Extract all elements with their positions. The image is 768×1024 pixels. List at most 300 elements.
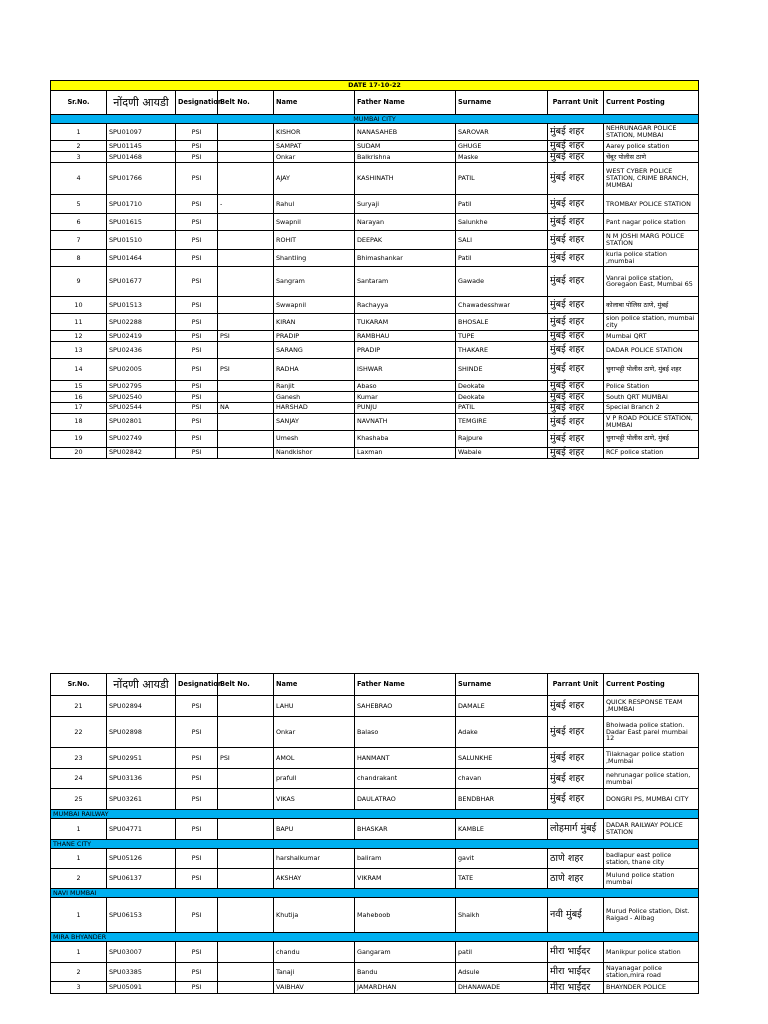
designation-cell: PSI	[176, 330, 218, 341]
table-row	[51, 341, 699, 358]
table-row	[51, 789, 699, 810]
current-posting-cell: TROMBAY POLICE STATION	[604, 194, 699, 213]
father-name-cell: chandrakant	[355, 769, 456, 789]
name-cell: Umesh	[274, 430, 355, 447]
parent-unit-cell: लोहमार्ग मुंबई	[548, 819, 604, 840]
parent-unit-cell: ठाणे शहर	[548, 869, 604, 889]
current-posting-cell: WEST CYBER POLICE STATION, CRIME BRANCH, MUMBAI	[604, 162, 699, 194]
table-row	[51, 296, 699, 313]
table-row	[51, 141, 699, 152]
serial-cell: 1	[51, 898, 107, 933]
section-row-mira-bhyander	[51, 933, 699, 942]
header-surname: Surname	[456, 91, 548, 115]
surname-cell: Patil	[456, 194, 548, 213]
table-row	[51, 162, 699, 194]
belt-no-cell	[218, 982, 274, 994]
registration-id-cell: SPU03385	[107, 963, 176, 982]
surname-cell: Chawadesshwar	[456, 296, 548, 313]
registration-id-cell: SPU02419	[107, 330, 176, 341]
belt-no-cell	[218, 942, 274, 963]
name-cell: Ranjit	[274, 380, 355, 391]
name-cell: SARANG	[274, 341, 355, 358]
belt-no-cell	[218, 266, 274, 296]
table-row	[51, 717, 699, 748]
table-row	[51, 942, 699, 963]
surname-cell: SAROVAR	[456, 124, 548, 141]
surname-cell: Rajpure	[456, 430, 548, 447]
father-name-cell: baliram	[355, 849, 456, 869]
father-name-cell: Laxman	[355, 447, 456, 458]
serial-cell: 16	[51, 391, 107, 402]
table-row	[51, 982, 699, 994]
serial-cell: 5	[51, 194, 107, 213]
designation-cell: PSI	[176, 447, 218, 458]
designation-cell: PSI	[176, 789, 218, 810]
surname-cell: Patil	[456, 249, 548, 266]
registration-id-cell: SPU03007	[107, 942, 176, 963]
surname-cell: KAMBLE	[456, 819, 548, 840]
surname-cell: Shaikh	[456, 898, 548, 933]
current-posting-cell: RCF police station	[604, 447, 699, 458]
registration-id-cell: SPU02288	[107, 313, 176, 330]
current-posting-cell: BHAYNDER POLICE	[604, 982, 699, 994]
father-name-cell: Narayan	[355, 213, 456, 230]
parent-unit-cell: मुंबई शहर	[548, 151, 604, 162]
belt-no-cell	[218, 162, 274, 194]
father-name-cell: Bhimashankar	[355, 249, 456, 266]
serial-cell: 20	[51, 447, 107, 458]
table-row	[51, 230, 699, 249]
header-parent-unit: Parrant Unit	[548, 91, 604, 115]
surname-cell: THAKARE	[456, 341, 548, 358]
designation-cell: PSI	[176, 748, 218, 769]
section-row-mumbai-railway	[51, 810, 699, 819]
registration-id-cell: SPU02795	[107, 380, 176, 391]
surname-cell: PATIL	[456, 162, 548, 194]
belt-no-cell	[218, 151, 274, 162]
surname-cell: gavit	[456, 849, 548, 869]
designation-cell: PSI	[176, 898, 218, 933]
header-sr-no: Sr.No.	[51, 674, 107, 696]
serial-cell: 1	[51, 849, 107, 869]
surname-cell: patil	[456, 942, 548, 963]
current-posting-cell: Mumbai QRT	[604, 330, 699, 341]
belt-no-cell	[218, 141, 274, 152]
registration-id-cell: SPU01145	[107, 141, 176, 152]
current-posting-cell: QUICK RESPONSE TEAM ,MUMBAI	[604, 696, 699, 717]
designation-cell: PSI	[176, 213, 218, 230]
current-posting-cell: badlapur east police station, thane city	[604, 849, 699, 869]
surname-cell: BHOSALE	[456, 313, 548, 330]
table-row	[51, 447, 699, 458]
registration-id-cell: SPU02005	[107, 358, 176, 380]
father-name-cell: TUKARAM	[355, 313, 456, 330]
surname-cell: TUPE	[456, 330, 548, 341]
parent-unit-cell: मीरा भाईंदर	[548, 963, 604, 982]
designation-cell: PSI	[176, 869, 218, 889]
belt-no-cell: PSI	[218, 330, 274, 341]
table-row	[51, 696, 699, 717]
name-cell: Sangram	[274, 266, 355, 296]
current-posting-cell: DONGRI PS, MUMBAI CITY	[604, 789, 699, 810]
belt-no-cell	[218, 413, 274, 430]
current-posting-cell: Murud Police station, Dist. Raigad - Alibag	[604, 898, 699, 933]
surname-cell: Deokate	[456, 391, 548, 402]
registration-id-cell: SPU03261	[107, 789, 176, 810]
table-row	[51, 313, 699, 330]
table-2-navi-body	[51, 898, 699, 933]
table-2-thane-body	[51, 849, 699, 889]
date-label: DATE 17-10-22	[51, 81, 699, 91]
designation-cell: PSI	[176, 151, 218, 162]
serial-cell: 2	[51, 869, 107, 889]
designation-cell: PSI	[176, 769, 218, 789]
current-posting-cell: Bhoiwada police station. Dadar East parel mumbai 12	[604, 717, 699, 748]
surname-cell: Maske	[456, 151, 548, 162]
parent-unit-cell: मुंबई शहर	[548, 447, 604, 458]
header-belt-no: Belt No.	[218, 674, 274, 696]
belt-no-cell	[218, 849, 274, 869]
registration-id-cell: SPU01766	[107, 162, 176, 194]
parent-unit-cell: मुंबई शहर	[548, 230, 604, 249]
serial-cell: 2	[51, 963, 107, 982]
name-cell: SAMPAT	[274, 141, 355, 152]
header-name: Name	[274, 91, 355, 115]
belt-no-cell	[218, 696, 274, 717]
parent-unit-cell: मुंबई शहर	[548, 391, 604, 402]
current-posting-cell: DADAR POLICE STATION	[604, 341, 699, 358]
table-row	[51, 898, 699, 933]
belt-no-cell: -	[218, 194, 274, 213]
surname-cell: SHINDE	[456, 358, 548, 380]
serial-cell: 22	[51, 717, 107, 748]
surname-cell: SALUNKHE	[456, 748, 548, 769]
father-name-cell: SAHEBRAO	[355, 696, 456, 717]
belt-no-cell	[218, 789, 274, 810]
parent-unit-cell: मुंबई शहर	[548, 748, 604, 769]
designation-cell: PSI	[176, 341, 218, 358]
father-name-cell: HANMANT	[355, 748, 456, 769]
registration-id-cell: SPU05126	[107, 849, 176, 869]
current-posting-cell: Police Station	[604, 380, 699, 391]
name-cell: Ganesh	[274, 391, 355, 402]
father-name-cell: BHASKAR	[355, 819, 456, 840]
header-row	[51, 91, 699, 115]
table-row	[51, 430, 699, 447]
header-designation: Designation	[176, 91, 218, 115]
registration-id-cell: SPU01615	[107, 213, 176, 230]
serial-cell: 13	[51, 341, 107, 358]
belt-no-cell: PSI	[218, 748, 274, 769]
officer-table-1	[50, 80, 699, 459]
serial-cell: 12	[51, 330, 107, 341]
designation-cell: PSI	[176, 942, 218, 963]
father-name-cell: DAULATRAO	[355, 789, 456, 810]
serial-cell: 1	[51, 942, 107, 963]
father-name-cell: Maheboob	[355, 898, 456, 933]
current-posting-cell: South QRT MUMBAI	[604, 391, 699, 402]
designation-cell: PSI	[176, 162, 218, 194]
table-2-mumbai-body	[51, 696, 699, 810]
designation-cell: PSI	[176, 391, 218, 402]
current-posting-cell: चुनाभट्टी पोलीस ठाणे, मुंबई शहर	[604, 358, 699, 380]
table-row	[51, 963, 699, 982]
name-cell: KIRAN	[274, 313, 355, 330]
current-posting-cell: Special Branch 2	[604, 402, 699, 413]
serial-cell: 17	[51, 402, 107, 413]
father-name-cell: KASHINATH	[355, 162, 456, 194]
belt-no-cell	[218, 124, 274, 141]
parent-unit-cell: मुंबई शहर	[548, 124, 604, 141]
parent-unit-cell: मुंबई शहर	[548, 194, 604, 213]
belt-no-cell	[218, 313, 274, 330]
name-cell: AKSHAY	[274, 869, 355, 889]
officer-table-2	[50, 673, 699, 994]
designation-cell: PSI	[176, 296, 218, 313]
belt-no-cell	[218, 898, 274, 933]
serial-cell: 18	[51, 413, 107, 430]
current-posting-cell: चेंबूर पोलीस ठाणे	[604, 151, 699, 162]
belt-no-cell: NA	[218, 402, 274, 413]
father-name-cell: Balaso	[355, 717, 456, 748]
registration-id-cell: SPU05091	[107, 982, 176, 994]
current-posting-cell: Tilaknagar police station ,Mumbai	[604, 748, 699, 769]
designation-cell: PSI	[176, 230, 218, 249]
table-row	[51, 213, 699, 230]
name-cell: Rahul	[274, 194, 355, 213]
table-row	[51, 249, 699, 266]
father-name-cell: NAVNATH	[355, 413, 456, 430]
belt-no-cell	[218, 819, 274, 840]
registration-id-cell: SPU06153	[107, 898, 176, 933]
date-row	[51, 81, 699, 91]
designation-cell: PSI	[176, 696, 218, 717]
parent-unit-cell: मुंबई शहर	[548, 213, 604, 230]
parent-unit-cell: मुंबई शहर	[548, 413, 604, 430]
father-name-cell: Suryaji	[355, 194, 456, 213]
parent-unit-cell: मुंबई शहर	[548, 141, 604, 152]
current-posting-cell: कोलाबा पोलिस ठाणे, मुंबई	[604, 296, 699, 313]
table-row	[51, 819, 699, 840]
surname-cell: TATE	[456, 869, 548, 889]
current-posting-cell: Pant nagar police station	[604, 213, 699, 230]
parent-unit-cell: मुंबई शहर	[548, 430, 604, 447]
name-cell: Shantling	[274, 249, 355, 266]
name-cell: ROHIT	[274, 230, 355, 249]
belt-no-cell	[218, 230, 274, 249]
header-father-name: Father Name	[355, 91, 456, 115]
parent-unit-cell: मुंबई शहर	[548, 341, 604, 358]
designation-cell: PSI	[176, 141, 218, 152]
serial-cell: 1	[51, 819, 107, 840]
current-posting-cell: Nayanagar police station,mira road	[604, 963, 699, 982]
father-name-cell: PUNJU	[355, 402, 456, 413]
registration-id-cell: SPU02436	[107, 341, 176, 358]
serial-cell: 11	[51, 313, 107, 330]
belt-no-cell	[218, 380, 274, 391]
header-surname: Surname	[456, 674, 548, 696]
surname-cell: Adsule	[456, 963, 548, 982]
registration-id-cell: SPU02749	[107, 430, 176, 447]
designation-cell: PSI	[176, 849, 218, 869]
surname-cell: Adake	[456, 717, 548, 748]
registration-id-cell: SPU02801	[107, 413, 176, 430]
name-cell: VAIBHAV	[274, 982, 355, 994]
father-name-cell: NANASAHEB	[355, 124, 456, 141]
serial-cell: 8	[51, 249, 107, 266]
name-cell: Swwapnil	[274, 296, 355, 313]
father-name-cell: Kumar	[355, 391, 456, 402]
table-row	[51, 151, 699, 162]
registration-id-cell: SPU01097	[107, 124, 176, 141]
name-cell: HARSHAD	[274, 402, 355, 413]
name-cell: Onkar	[274, 151, 355, 162]
header-belt-no: Belt No.	[218, 91, 274, 115]
registration-id-cell: SPU01710	[107, 194, 176, 213]
belt-no-cell	[218, 296, 274, 313]
father-name-cell: Santaram	[355, 266, 456, 296]
section-row-thane-city	[51, 840, 699, 849]
parent-unit-cell: मीरा भाईंदर	[548, 942, 604, 963]
serial-cell: 7	[51, 230, 107, 249]
registration-id-cell: SPU02544	[107, 402, 176, 413]
belt-no-cell	[218, 717, 274, 748]
registration-id-cell: SPU06137	[107, 869, 176, 889]
serial-cell: 14	[51, 358, 107, 380]
current-posting-cell: sion police station, mumbai city	[604, 313, 699, 330]
header-father-name: Father Name	[355, 674, 456, 696]
name-cell: PRADIP	[274, 330, 355, 341]
name-cell: AJAY	[274, 162, 355, 194]
parent-unit-cell: मीरा भाईंदर	[548, 982, 604, 994]
current-posting-cell: V P ROAD POLICE STATION, MUMBAI	[604, 413, 699, 430]
current-posting-cell: kurla police station ,mumbai	[604, 249, 699, 266]
header-sr-no: Sr.No.	[51, 91, 107, 115]
registration-id-cell: SPU04771	[107, 819, 176, 840]
table-row	[51, 194, 699, 213]
name-cell: Swapnil	[274, 213, 355, 230]
father-name-cell: Balkrishna	[355, 151, 456, 162]
serial-cell: 19	[51, 430, 107, 447]
serial-cell: 3	[51, 151, 107, 162]
name-cell: AMOL	[274, 748, 355, 769]
father-name-cell: DEEPAK	[355, 230, 456, 249]
table-row	[51, 849, 699, 869]
section-row-mumbai-city	[51, 115, 699, 124]
surname-cell: Salunkhe	[456, 213, 548, 230]
belt-no-cell	[218, 869, 274, 889]
registration-id-cell: SPU02894	[107, 696, 176, 717]
parent-unit-cell: मुंबई शहर	[548, 769, 604, 789]
serial-cell: 15	[51, 380, 107, 391]
designation-cell: PSI	[176, 313, 218, 330]
registration-id-cell: SPU01677	[107, 266, 176, 296]
belt-no-cell: PSI	[218, 358, 274, 380]
belt-no-cell	[218, 213, 274, 230]
registration-id-cell: SPU01510	[107, 230, 176, 249]
header-registration-id: नोंदणी आयडी	[107, 674, 176, 696]
current-posting-cell: Aarey police station	[604, 141, 699, 152]
table-row	[51, 402, 699, 413]
table-row	[51, 769, 699, 789]
surname-cell: BENDBHAR	[456, 789, 548, 810]
table-row	[51, 358, 699, 380]
surname-cell: Wabale	[456, 447, 548, 458]
serial-cell: 1	[51, 124, 107, 141]
surname-cell: PATIL	[456, 402, 548, 413]
registration-id-cell: SPU02540	[107, 391, 176, 402]
father-name-cell: RAMBHAU	[355, 330, 456, 341]
serial-cell: 2	[51, 141, 107, 152]
current-posting-cell: N M JOSHI MARG POLICE STATION	[604, 230, 699, 249]
name-cell: LAHU	[274, 696, 355, 717]
table-row	[51, 869, 699, 889]
parent-unit-cell: मुंबई शहर	[548, 330, 604, 341]
parent-unit-cell: मुंबई शहर	[548, 717, 604, 748]
designation-cell: PSI	[176, 402, 218, 413]
father-name-cell: ISHWAR	[355, 358, 456, 380]
belt-no-cell	[218, 430, 274, 447]
parent-unit-cell: मुंबई शहर	[548, 313, 604, 330]
designation-cell: PSI	[176, 358, 218, 380]
section-label: NAVI MUMBAI	[51, 889, 699, 898]
table-row	[51, 266, 699, 296]
name-cell: Tanaji	[274, 963, 355, 982]
father-name-cell: Khashaba	[355, 430, 456, 447]
surname-cell: GHUGE	[456, 141, 548, 152]
table-1-body	[51, 124, 699, 459]
parent-unit-cell: मुंबई शहर	[548, 162, 604, 194]
registration-id-cell: SPU01464	[107, 249, 176, 266]
header-designation: Designation	[176, 674, 218, 696]
parent-unit-cell: मुंबई शहर	[548, 249, 604, 266]
father-name-cell: Rachayya	[355, 296, 456, 313]
header-current-posting: Current Posting	[604, 91, 699, 115]
table-2-railway-body	[51, 819, 699, 840]
parent-unit-cell: मुंबई शहर	[548, 789, 604, 810]
father-name-cell: JAMARDHAN	[355, 982, 456, 994]
surname-cell: Deokate	[456, 380, 548, 391]
parent-unit-cell: मुंबई शहर	[548, 380, 604, 391]
current-posting-cell: DADAR RAILWAY POLICE STATION	[604, 819, 699, 840]
section-label: THANE CITY	[51, 840, 699, 849]
serial-cell: 21	[51, 696, 107, 717]
designation-cell: PSI	[176, 266, 218, 296]
current-posting-cell: NEHRUNAGAR POLICE STATION, MUMBAI	[604, 124, 699, 141]
designation-cell: PSI	[176, 124, 218, 141]
parent-unit-cell: नवी मुंबई	[548, 898, 604, 933]
belt-no-cell	[218, 963, 274, 982]
father-name-cell: SUDAM	[355, 141, 456, 152]
surname-cell: DHANAWADE	[456, 982, 548, 994]
designation-cell: PSI	[176, 249, 218, 266]
father-name-cell: PRADIP	[355, 341, 456, 358]
belt-no-cell	[218, 769, 274, 789]
father-name-cell: Gangaram	[355, 942, 456, 963]
belt-no-cell	[218, 249, 274, 266]
designation-cell: PSI	[176, 819, 218, 840]
designation-cell: PSI	[176, 380, 218, 391]
surname-cell: chavan	[456, 769, 548, 789]
name-cell: VIKAS	[274, 789, 355, 810]
parent-unit-cell: मुंबई शहर	[548, 266, 604, 296]
serial-cell: 9	[51, 266, 107, 296]
section-label: MIRA BHYANDER	[51, 933, 699, 942]
serial-cell: 3	[51, 982, 107, 994]
header-registration-id: नोंदणी आयडी	[107, 91, 176, 115]
surname-cell: SALI	[456, 230, 548, 249]
table-row	[51, 380, 699, 391]
